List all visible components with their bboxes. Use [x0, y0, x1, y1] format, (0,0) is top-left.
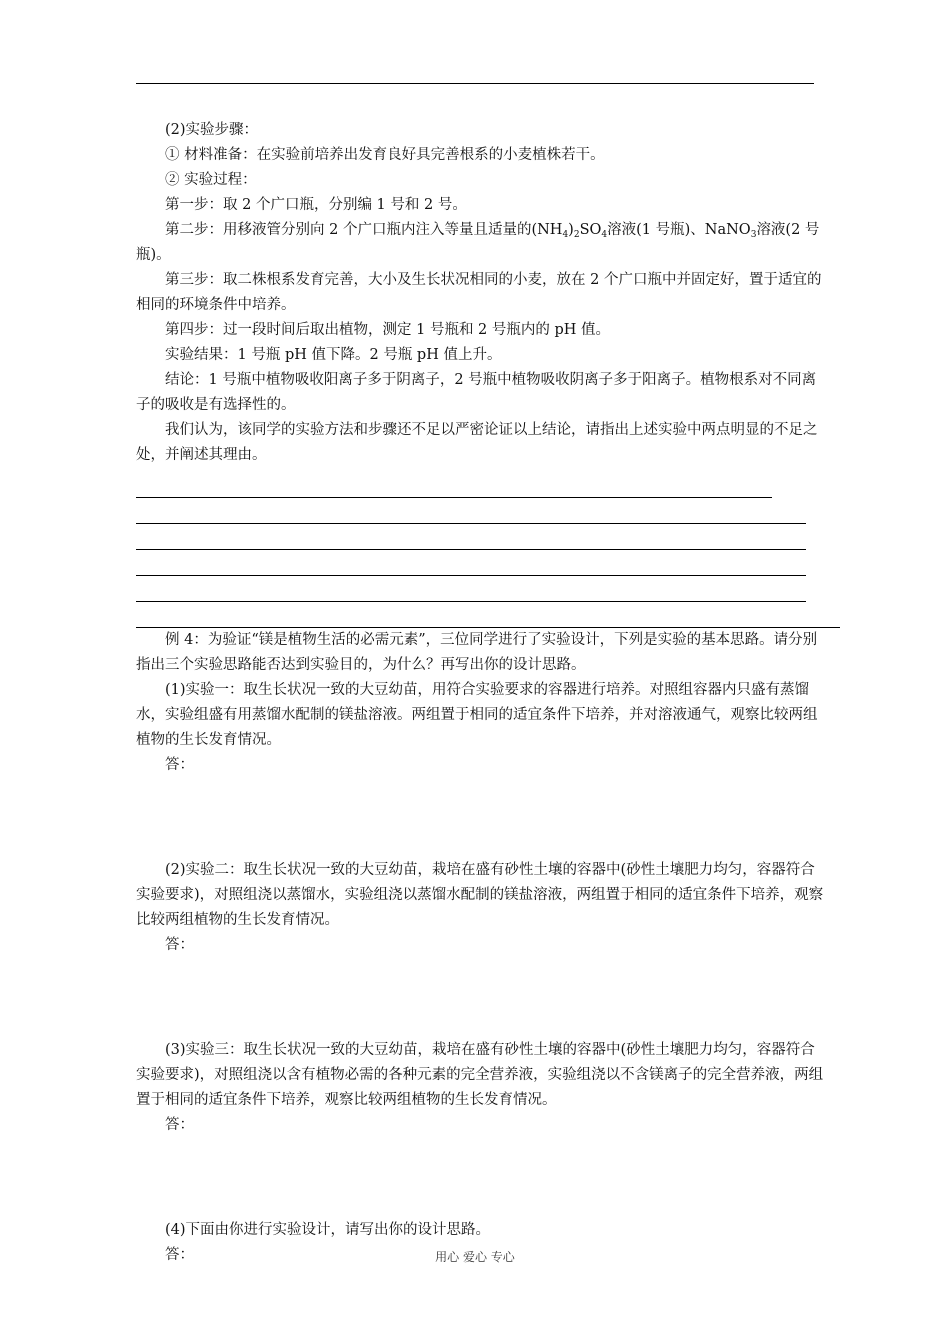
answer-label: 答：	[165, 757, 194, 773]
step-4: 第四步：过一段时间后取出植物，测定 1 号瓶和 2 号瓶内的 pH 值。	[165, 322, 611, 338]
experiment-4: (4)下面由你进行实验设计，请写出你的设计思路。	[165, 1222, 491, 1238]
step-2: 第二步：用移液管分别向 2 个广口瓶内注入等量且适量的$(NH_4)_2SO_4$溶液(1 号瓶)、NaNO$_3$溶液(2 号瓶)。	[136, 222, 820, 263]
conclusion: 结论：1 号瓶中植物吸收阳离子多于阴离子，2 号瓶中植物吸收阴离子多于阳离子。植物根系对不同离子的吸收是有选择性的。	[136, 372, 817, 413]
answer-line[interactable]	[136, 550, 806, 576]
answer-line[interactable]	[136, 524, 806, 550]
example4-intro: 例 4：为验证“镁是植物生活的必需元素”，三位同学进行了实验设计，下列是实验的基本思路。请分别指出三个实验思路能否达到实验目的，为什么？再写出你的设计思路。	[136, 632, 818, 673]
question: 我们认为，该同学的实验方法和步骤还不足以严密论证以上结论，请指出上述实验中两点明显的不足之处，并阐述其理由。	[136, 422, 818, 463]
experiment-2: (2)实验二：取生长状况一致的大豆幼苗，栽培在盛有砂性土壤的容器中(砂性土壤肥力均匀，容器符合实验要求)，对照组浇以蒸馏水，实验组浇以蒸馏水配制的镁盐溶液，两组置于相同的适宜条件下培养，观察比较两组植物的生长发育情况。	[136, 862, 824, 928]
answer-line[interactable]	[136, 576, 806, 602]
document-body	[136, 118, 826, 1268]
header-rule	[136, 83, 814, 84]
experiment-3: (3)实验三：取生长状况一致的大豆幼苗，栽培在盛有砂性土壤的容器中(砂性土壤肥力均匀，容器符合实验要求)，对照组浇以含有植物必需的各种元素的完全营养液，实验组浇以不含镁离子的完全营养液，两组置于相同的适宜条件下培养，观察比较两组植物的生长发育情况。	[136, 1042, 824, 1108]
answer-space[interactable]	[136, 778, 826, 858]
step-1: 第一步：取 2 个广口瓶，分别编 1 号和 2 号。	[165, 197, 467, 213]
answer-line[interactable]	[136, 498, 806, 524]
process-label: ② 实验过程：	[165, 172, 257, 188]
answer-label: 答：	[165, 1247, 194, 1263]
answer-lines[interactable]	[136, 472, 826, 628]
answer-label: 答：	[165, 937, 194, 953]
page-footer: 用心 爱心 专心	[435, 1250, 515, 1264]
step-3: 第三步：取二株根系发育完善，大小及生长状况相同的小麦，放在 2 个广口瓶中并固定好，置于适宜的相同的环境条件中培养。	[136, 272, 822, 313]
part2-title: (2)实验步骤：	[165, 122, 259, 138]
answer-space[interactable]	[136, 958, 826, 1038]
material-prep: ① 材料准备：在实验前培养出发育良好具完善根系的小麦植株若干。	[165, 147, 605, 163]
result: 实验结果：1 号瓶 pH 值下降。2 号瓶 pH 值上升。	[165, 347, 502, 363]
answer-label: 答：	[165, 1117, 194, 1133]
answer-space[interactable]	[136, 1138, 826, 1218]
experiment-1: (1)实验一：取生长状况一致的大豆幼苗，用符合实验要求的容器进行培养。对照组容器内只盛有蒸馏水，实验组盛有用蒸馏水配制的镁盐溶液。两组置于相同的适宜条件下培养，并对溶液通气，观察比较两组植物的生长发育情况。	[136, 682, 818, 748]
answer-line[interactable]	[136, 472, 772, 498]
answer-line[interactable]	[136, 602, 840, 628]
